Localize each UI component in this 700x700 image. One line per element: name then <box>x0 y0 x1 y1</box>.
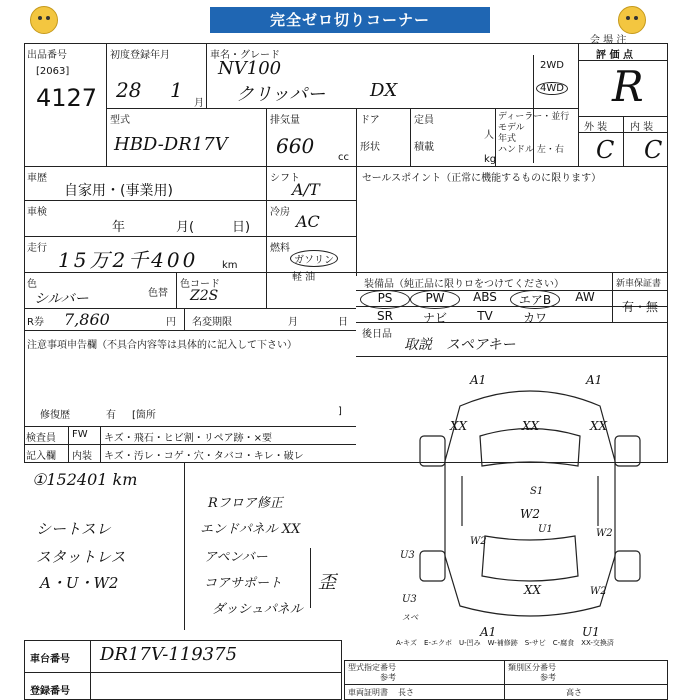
first-reg-month-unit: 月 <box>194 98 204 109</box>
first-reg-year: 28 <box>116 78 142 102</box>
chassis-value: DR17V-119375 <box>100 644 238 665</box>
first-reg-month: 1 <box>170 78 183 102</box>
equip-sr: SR <box>377 309 393 323</box>
repair-close: ] <box>338 406 342 417</box>
mark-a1-fr: A1 <box>586 373 603 387</box>
mark-u3-left: U3 <box>400 550 415 561</box>
note-dash: ダッシュパネル <box>212 602 303 617</box>
mark-u1: U1 <box>538 524 553 535</box>
mascot-icon <box>30 6 58 34</box>
shift-label: シフト <box>270 173 300 184</box>
color-code: Z2S <box>190 288 219 304</box>
equipment-grid <box>360 290 610 326</box>
wheel-fr <box>615 436 640 466</box>
inspector-label: 検査員 <box>26 433 56 444</box>
mark-xx-rear: XX <box>524 583 542 597</box>
rear-window <box>482 536 578 581</box>
recycle-label: R券 <box>27 317 44 328</box>
note-seat: シートスレ <box>36 520 111 538</box>
meisho-label: 名変期限 <box>192 317 232 328</box>
mark-w2-right: W2 <box>596 528 613 539</box>
damage-diagram <box>400 366 660 638</box>
fuel-diesel: 軽 油 <box>292 272 316 283</box>
inspector-interior-text: キズ・汚レ・コゲ・穴・タバコ・キレ・破レ <box>104 451 304 462</box>
mark-w2-left: W2 <box>470 536 487 547</box>
mark-u1-rr: U1 <box>582 625 600 638</box>
drive-2wd: 2WD <box>540 60 564 71</box>
eval-exterior: C <box>596 136 615 164</box>
eval-exterior-label: 外 装 <box>584 122 608 133</box>
inspector-fw-text: キズ・飛石・ヒビ割・リペア跡・×要 <box>104 433 272 444</box>
equip-abs: ABS <box>473 290 497 304</box>
displacement-value: 660 <box>276 134 315 158</box>
repair-label: 修復歴 <box>40 410 70 421</box>
note-studless: スタットレス <box>36 548 126 566</box>
door-label: ドア <box>360 115 380 126</box>
mark-xx-hood: XX <box>522 419 540 433</box>
mark-xx-fr: XX <box>590 419 608 433</box>
eval-interior-label: 内 装 <box>630 122 654 133</box>
notes-label: 注意事項申告欄（不具合内容等は具体的に記入して下さい） <box>27 340 297 351</box>
note-auw: A・U・W2 <box>40 574 119 592</box>
shaken-year: 年 <box>112 220 126 235</box>
top-right-note: 会 場 注 <box>590 35 627 46</box>
dealer-label: ディーラー・並行 モデル 年式 ハンドル 左・右 <box>498 112 570 155</box>
color-change-label: 色替 <box>148 288 168 299</box>
eval-interior: C <box>644 136 663 164</box>
equip-ps: PS <box>360 290 410 309</box>
equip-airbag: エアB <box>510 290 560 309</box>
shaken-day: 日) <box>232 220 251 235</box>
shaken-month: 月( <box>176 220 195 235</box>
history-label: 車歴 <box>27 173 47 184</box>
mileage-value: 15万2千400 <box>58 248 199 272</box>
color-label: 色 <box>27 279 37 290</box>
inspector-interior: 内装 <box>72 451 92 462</box>
color-value: シルバー <box>34 291 89 307</box>
mark-u3-rear: U3 <box>402 594 417 605</box>
mark-a1-rl: A1 <box>480 625 497 638</box>
aircon-value: AC <box>296 212 320 231</box>
registration-label: 登録番号 <box>30 686 70 697</box>
sales-point-label: セールスポイント（正常に機能するものに限ります） <box>362 173 602 184</box>
equip-pw: PW <box>410 290 460 309</box>
katashiki-value: HBD-DR17V <box>114 134 228 155</box>
mark-w2-rear: W2 <box>590 586 607 597</box>
displacement-label: 排気量 <box>270 115 300 126</box>
meisho-day: 日 <box>338 317 348 328</box>
equip-navi: ナビ <box>422 311 447 325</box>
mark-sube: スベ <box>402 613 418 622</box>
note-mileage: ①152401 km <box>32 470 138 489</box>
shift-value: A/T <box>292 180 320 199</box>
kata-shitei-label: 型式指定番号 <box>348 663 396 672</box>
recycle-value: 7,860 <box>64 310 110 329</box>
kata-sanko: 参考 <box>380 673 396 682</box>
warranty-label: 新車保証書 <box>616 279 662 289</box>
eval-label: 評 価 点 <box>596 50 633 61</box>
note-rfloor: Rフロア修正 <box>208 496 283 511</box>
lot-number: 4127 <box>36 84 98 112</box>
mark-xx-fl: XX <box>450 419 468 433</box>
car-name-label: 車名・グレード <box>210 50 280 61</box>
capacity-unit: 人 <box>484 130 494 141</box>
goshiki-label: 後日品 <box>362 329 392 340</box>
equip-tv: TV <box>477 309 493 323</box>
ruibetsu-label: 類別区分番号 <box>508 663 556 672</box>
nagasa-label: 長さ <box>398 688 414 697</box>
door-shape-label: 形状 <box>360 142 380 153</box>
displacement-unit: cc <box>338 152 349 163</box>
lot-sub: [2063] <box>36 66 70 77</box>
syomei-label: 車両証明書 <box>348 688 388 697</box>
load-unit: kg <box>484 154 497 165</box>
ruibetsu-sanko: 参考 <box>540 673 556 682</box>
inspector-fw: FW <box>72 429 88 440</box>
color-code-label: 色コード <box>180 279 220 290</box>
windshield <box>480 429 580 467</box>
load-label: 積載 <box>414 142 434 153</box>
wheel-rr <box>615 551 640 581</box>
damage-legend: A-キズ E-エクボ U-凹み W-補修跡 S-サビ C-腐食 XX-交換済 <box>396 639 614 647</box>
equip-aw: AW <box>575 290 595 304</box>
first-reg-label: 初度登録年月 <box>110 50 170 61</box>
katashiki-label: 型式 <box>110 115 130 126</box>
mark-a1-fl: A1 <box>470 373 487 387</box>
banner-title: 完全ゼロ切りコーナー <box>210 7 490 33</box>
warranty-value: 有・無 <box>622 300 659 314</box>
mascot-icon <box>618 6 646 34</box>
shaken-label: 車検 <box>27 207 47 218</box>
fuel-gasoline: ガソリン <box>290 250 338 267</box>
equipment-label: 装備品（純正品に限りロをつけてください） <box>364 279 564 290</box>
car-model: NV100 <box>218 58 282 79</box>
chassis-label: 車台番号 <box>30 654 70 665</box>
meisho-month: 月 <box>288 317 298 328</box>
header-banner <box>0 0 700 46</box>
goshiki-value: 取説 スペアキー <box>404 337 516 353</box>
eval-score: R <box>612 62 644 111</box>
drive-4wd: 4WD <box>536 82 568 95</box>
recycle-yen: 円 <box>166 317 176 328</box>
car-name: クリッパー <box>236 84 326 105</box>
mileage-unit: km <box>222 260 238 271</box>
kinyu-label: 記入欄 <box>26 451 56 462</box>
note-coresupport: コアサポート <box>204 576 283 591</box>
takasa-label: 高さ <box>566 688 582 697</box>
wheel-fl <box>420 436 445 466</box>
repair-kasho: [箇所 <box>132 410 156 421</box>
mark-w2-roof: W2 <box>520 507 540 521</box>
lot-label: 出品番号 <box>27 50 67 61</box>
equip-leather: カワ <box>522 311 547 325</box>
fuel-label: 燃料 <box>270 243 290 254</box>
repair-ari: 有 <box>106 410 116 421</box>
history-value: 自家用・(事業用) <box>64 183 173 199</box>
mark-s1: S1 <box>530 486 544 497</box>
mileage-label: 走行 <box>27 243 47 254</box>
wheel-rl <box>420 551 445 581</box>
note-distortion: 歪 <box>318 572 336 593</box>
car-grade: DX <box>370 80 398 101</box>
note-member: アペンバー <box>204 550 268 565</box>
aircon-label: 冷房 <box>270 207 290 218</box>
capacity-label: 定員 <box>414 115 434 126</box>
note-endpanel: エンドパネル XX <box>200 522 301 537</box>
